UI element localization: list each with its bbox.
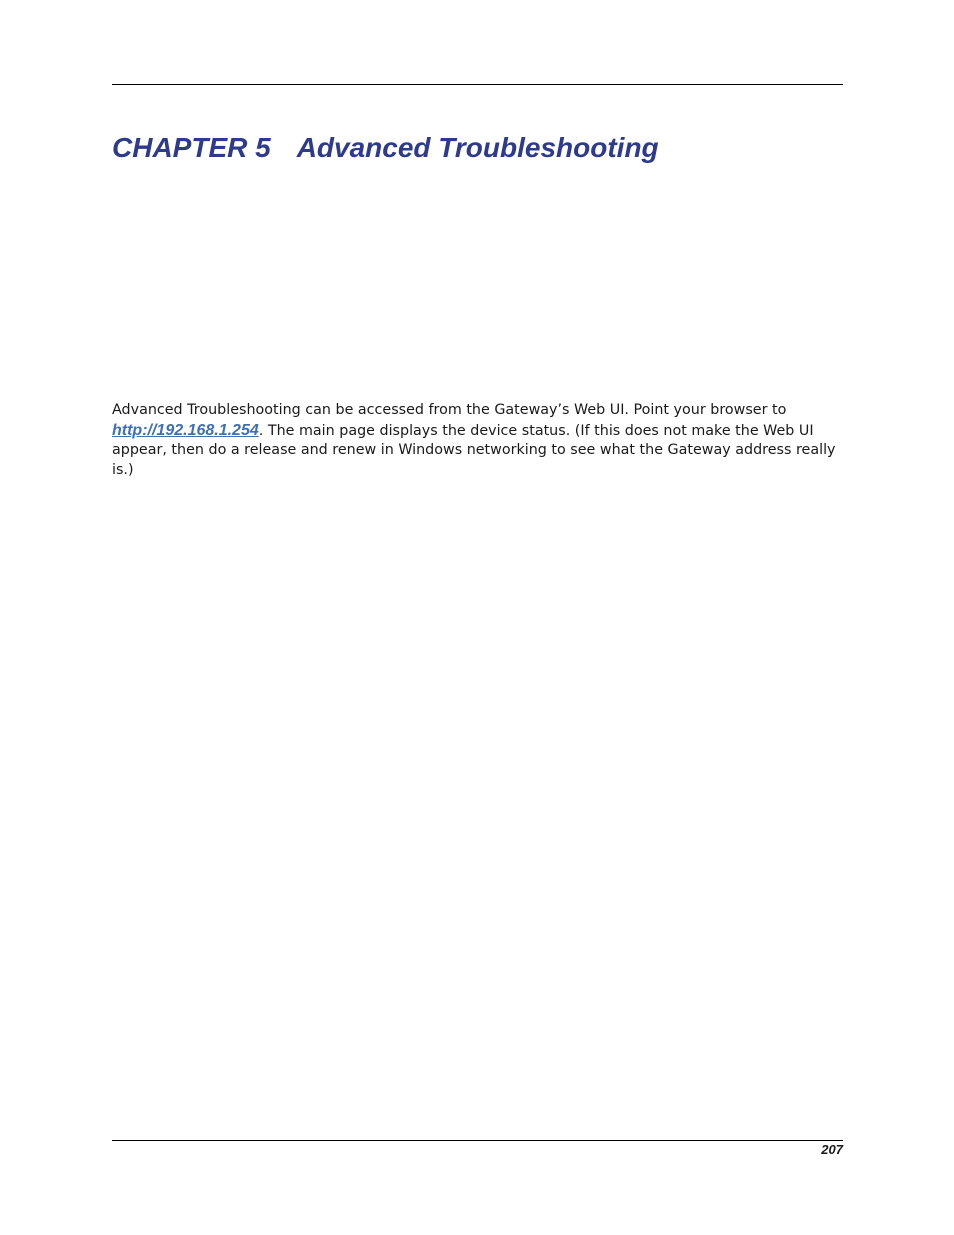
- page-number: 207: [821, 1142, 843, 1157]
- header-rule: [112, 84, 843, 85]
- gateway-url-link[interactable]: http://192.168.1.254: [112, 421, 259, 439]
- chapter-title: Advanced Troubleshooting: [296, 132, 659, 163]
- footer-rule: [112, 1140, 843, 1141]
- chapter-heading: [112, 128, 659, 168]
- intro-paragraph: [112, 401, 843, 480]
- intro-text-after-link: . The main page displays the device status. (If this does not make the Web UI appear, then do a release and renew in Windows networking to see what the Gateway address really is.): [112, 422, 836, 478]
- chapter-label: CHAPTER 5: [112, 132, 271, 163]
- intro-text-before-link: Advanced Troubleshooting can be accessed from the Gateway’s Web UI. Point your browser to: [112, 402, 787, 418]
